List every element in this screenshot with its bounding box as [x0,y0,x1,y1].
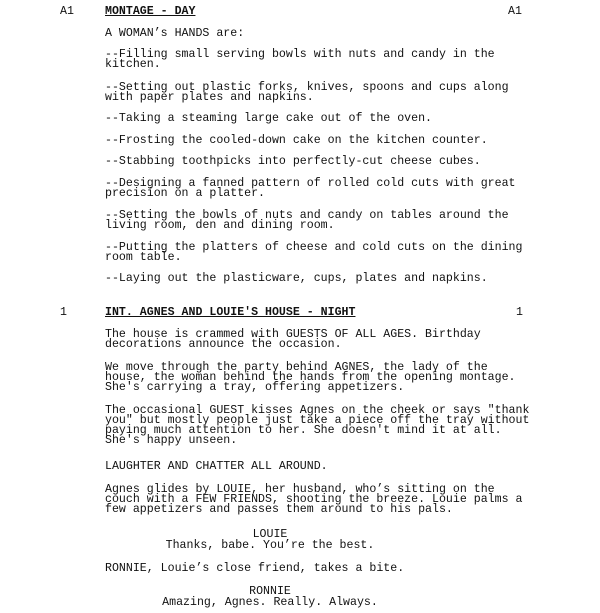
scene-number-right: A1 [508,5,522,18]
action-paragraph: The house is crammed with GUESTS OF ALL AGES. Birthday decorations announce the occasion. [105,328,481,351]
action-line: A WOMAN’s HANDS are: [105,27,245,40]
dialogue-line: Thanks, babe. You’re the best. [165,539,375,552]
scene-number-left: A1 [60,5,74,18]
scene-heading: INT. AGNES AND LOUIE'S HOUSE - NIGHT [105,306,356,319]
action-paragraph: RONNIE, Louie’s close friend, takes a bite. [105,562,405,575]
action-paragraph: Agnes glides by LOUIE, her husband, who’s sitting on the couch with a FEW FRIENDS, shooting the breeze. Louie palms a few appetizers and passes them around to his pals. [105,483,523,516]
action-line: --Setting the bowls of nuts and candy on tables around the living room, den and dining room. [105,209,509,232]
action-paragraph: The occasional GUEST kisses Agnes on the cheek or says "thank you" but mostly people just take a piece off the tray without paying much attention to her. She doesn't mind it at all. She's happy unseen. [105,404,530,447]
scene-number-left: 1 [60,306,67,319]
dialogue-line: Amazing, Agnes. Really. Always. [162,596,378,609]
action-line: --Putting the platters of cheese and cold cuts on the dining room table. [105,241,523,264]
scene-heading: MONTAGE - DAY [105,5,196,18]
action-line: --Designing a fanned pattern of rolled cold cuts with great precision on a platter. [105,177,516,200]
action-paragraph: LAUGHTER AND CHATTER ALL AROUND. [105,460,328,473]
action-line: --Stabbing toothpicks into perfectly-cut cheese cubes. [105,155,481,168]
action-line: --Frosting the cooled-down cake on the kitchen counter. [105,134,488,147]
scene-number-right: 1 [516,306,523,319]
character-name: LOUIE [252,528,288,541]
action-line: --Setting out plastic forks, knives, spoons and cups along with paper plates and napkins. [105,81,509,104]
character-name: RONNIE [249,585,291,598]
action-line: --Taking a steaming large cake out of the oven. [105,112,432,125]
action-paragraph: We move through the party behind AGNES, the lady of the house, the woman behind the hands from the opening montage. She's carrying a tray, offering appetizers. [105,361,516,394]
action-line: --Filling small serving bowls with nuts and candy in the kitchen. [105,48,495,71]
action-line: --Laying out the plasticware, cups, plates and napkins. [105,272,488,285]
